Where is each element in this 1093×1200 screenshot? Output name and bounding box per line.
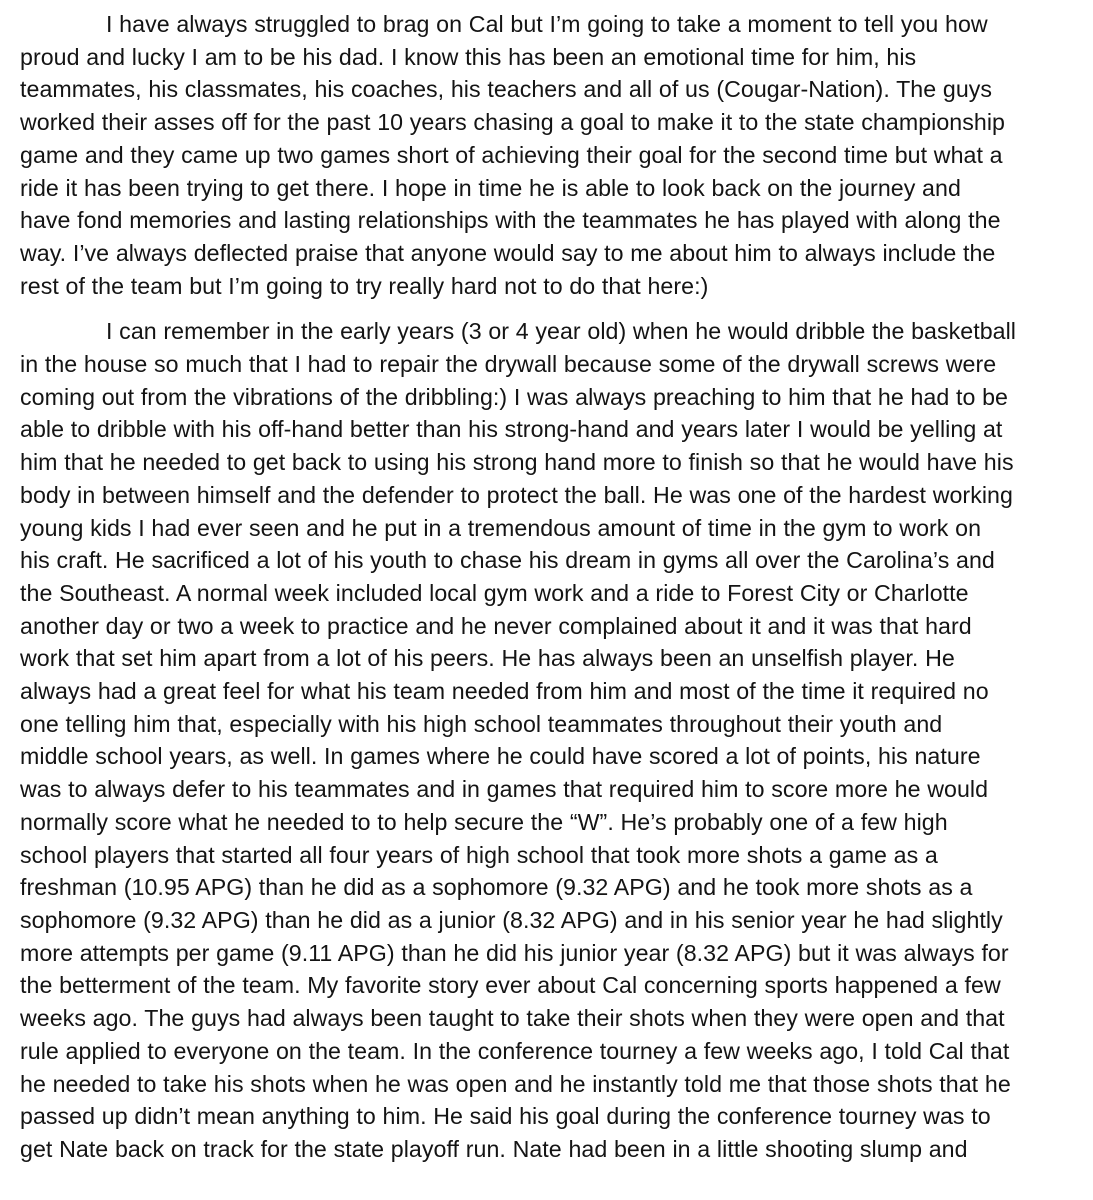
text-line: teammates, his classmates, his coaches, his teachers and all of us (Cougar-Nation). The guys (20, 76, 993, 103)
text-line: the Southeast. A normal week included local gym work and a ride to Forest City or Charlotte (20, 579, 969, 606)
text-line: way. I’ve always deflected praise that anyone would say to me about him to always include the (20, 239, 996, 266)
text-line: one telling him that, especially with his high school teammates throughout their youth and (20, 710, 943, 737)
text-line: work that set him apart from a lot of his peers. He has always been an unselfish player. He (20, 645, 955, 672)
text-line: worked their asses off for the past 10 years chasing a goal to make it to the state championship (20, 109, 1005, 136)
text-line: school players that started all four years of high school that took more shots a game as a (20, 841, 938, 868)
paragraph-1 (20, 8, 1080, 302)
text-line: passed up didn’t mean anything to him. He said his goal during the conference tourney was to (20, 1103, 991, 1130)
text-line: get Nate back on track for the state playoff run. Nate had been in a little shooting slump and (20, 1135, 968, 1162)
text-line: middle school years, as well. In games where he could have scored a lot of points, his nature (20, 743, 981, 770)
text-line: game and they came up two games short of achieving their goal for the second time but what a (20, 141, 1003, 168)
text-line: the betterment of the team. My favorite story ever about Cal concerning sports happened a few (20, 972, 1001, 999)
text-line: more attempts per game (9.11 APG) than he did his junior year (8.32 APG) but it was always for (20, 939, 1009, 966)
text-line: have fond memories and lasting relationships with the teammates he has played with along the (20, 207, 1001, 234)
text-line: young kids I had ever seen and he put in a tremendous amount of time in the gym to work on (20, 514, 982, 541)
text-line: coming out from the vibrations of the dribbling:) I was always preaching to him that he had to be (20, 383, 1009, 410)
text-line: his craft. He sacrificed a lot of his youth to chase his dream in gyms all over the Carolina’s and (20, 547, 995, 574)
text-line: proud and lucky I am to be his dad. I know this has been an emotional time for him, his (20, 43, 917, 70)
text-line: freshman (10.95 APG) than he did as a sophomore (9.32 APG) and he took more shots as a (20, 874, 973, 901)
text-line: rest of the team but I’m going to try really hard not to do that here:) (20, 272, 709, 299)
text-line: able to dribble with his off-hand better than his strong-hand and years later I would be yelling at (20, 416, 1003, 443)
text-line: ride it has been trying to get there. I hope in time he is able to look back on the journey and (20, 174, 961, 201)
text-line: rule applied to everyone on the team. In the conference tourney a few weeks ago, I told Cal that (20, 1037, 1010, 1064)
text-line: I can remember in the early years (3 or 4 year old) when he would dribble the basketball (106, 318, 1017, 345)
text-line: normally score what he needed to to help secure the “W”. He’s probably one of a few high (20, 808, 948, 835)
text-line: another day or two a week to practice and he never complained about it and it was that hard (20, 612, 972, 639)
text-line: body in between himself and the defender to protect the ball. He was one of the hardest working (20, 481, 1013, 508)
paragraph-2 (20, 315, 1080, 1165)
text-line: was to always defer to his teammates and in games that required him to score more he would (20, 776, 989, 803)
text-line: always had a great feel for what his team needed from him and most of the time it required no (20, 678, 989, 705)
text-line: him that he needed to get back to using his strong hand more to finish so that he would have his (20, 449, 1014, 476)
text-line: weeks ago. The guys had always been taught to take their shots when they were open and that (20, 1005, 1005, 1032)
text-line: I have always struggled to brag on Cal but I’m going to take a moment to tell you how (106, 11, 988, 37)
document-page (20, 8, 1080, 1166)
text-line: in the house so much that I had to repair the drywall because some of the drywall screws were (20, 351, 997, 378)
text-line: sophomore (9.32 APG) than he did as a junior (8.32 APG) and in his senior year he had slightly (20, 906, 1003, 933)
text-line: he needed to take his shots when he was open and he instantly told me that those shots that he (20, 1070, 1011, 1097)
